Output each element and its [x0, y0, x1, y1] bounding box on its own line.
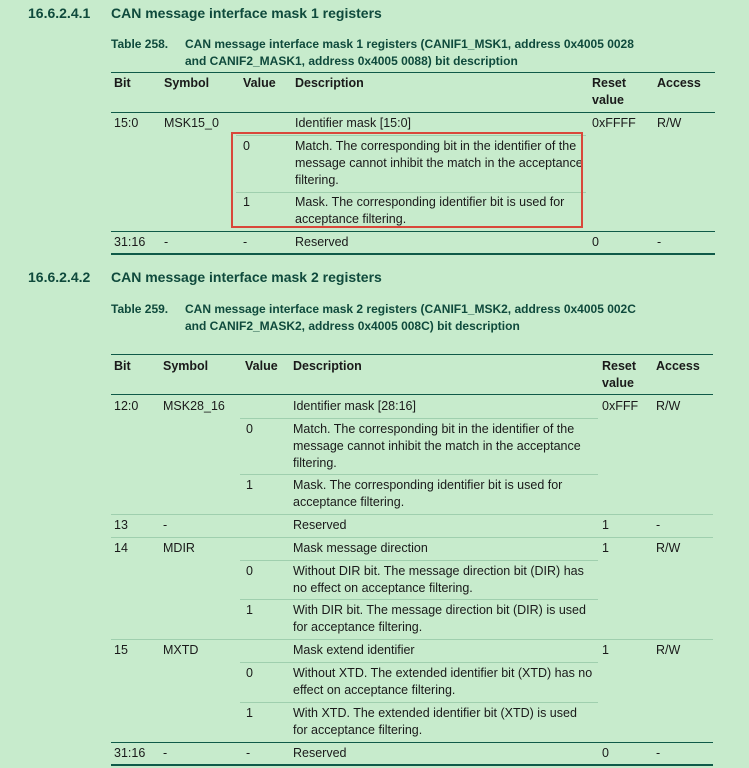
- cell-bit: 15: [114, 643, 128, 657]
- row-divider: [111, 537, 713, 538]
- row-divider: [111, 639, 713, 640]
- cell-symbol: MSK28_16: [163, 399, 225, 413]
- cell-symbol: -: [163, 746, 168, 760]
- table-label: Table 259.: [111, 302, 169, 316]
- row-divider: [240, 418, 598, 419]
- cell-description: Mask. The corresponding identifier bit is used for acceptance filtering.: [293, 478, 563, 509]
- table-label: Table 258.: [111, 37, 169, 51]
- section-number: 16.6.2.4.1: [28, 5, 91, 21]
- section-heading-1: [28, 5, 382, 21]
- header-value: Value: [245, 359, 278, 373]
- cell-reset: 0xFFF: [602, 399, 639, 413]
- header-value: Value: [243, 76, 276, 90]
- section-title: CAN message interface mask 1 registers: [111, 5, 382, 21]
- cell-bit: 13: [114, 518, 128, 532]
- cell-description: With XTD. The extended identifier bit (XTD) is used for acceptance filtering.: [293, 706, 577, 737]
- cell-access: -: [657, 235, 662, 249]
- row-divider: [240, 599, 598, 600]
- row-divider: [111, 514, 713, 515]
- cell-description: With DIR bit. The message direction bit (DIR) is used for acceptance filtering.: [293, 603, 586, 634]
- cell-value: 1: [246, 478, 253, 492]
- row-divider: [240, 474, 598, 475]
- table-top-rule: [111, 72, 715, 73]
- cell-symbol: MXTD: [163, 643, 199, 657]
- cell-bit: 31:16: [114, 746, 146, 760]
- cell-access: -: [656, 746, 661, 760]
- cell-reset: 1: [602, 541, 609, 555]
- header-access: Access: [657, 76, 701, 90]
- row-divider: [240, 560, 598, 561]
- cell-description: Without XTD. The extended identifier bit (XTD) has no effect on acceptance filtering.: [293, 666, 593, 697]
- table-caption-259: [111, 301, 636, 334]
- row-divider: [240, 662, 598, 663]
- cell-value: -: [243, 235, 248, 249]
- header-bit: Bit: [114, 76, 131, 90]
- cell-description: Mask message direction: [293, 541, 428, 555]
- cell-description: Match. The corresponding bit in the identifier of the message cannot inhibit the match in the acceptance filtering.: [293, 422, 581, 470]
- cell-reset: 1: [602, 518, 609, 532]
- header-reset-line1: Reset: [602, 359, 637, 373]
- highlight-box: [231, 132, 583, 228]
- cell-access: R/W: [656, 643, 681, 657]
- cell-access: R/W: [656, 541, 681, 555]
- cell-value: 0: [243, 139, 250, 153]
- header-description: Description: [293, 359, 362, 373]
- cell-reset: 0xFFFF: [592, 116, 636, 130]
- section-number: 16.6.2.4.2: [28, 269, 91, 285]
- header-symbol: Symbol: [163, 359, 209, 373]
- caption-line-1: CAN message interface mask 2 registers (CANIF1_MSK2, address 0x4005 002C: [185, 302, 636, 316]
- cell-access: -: [656, 518, 661, 532]
- cell-description: Mask extend identifier: [293, 643, 415, 657]
- cell-description: Identifier mask [28:16]: [293, 399, 416, 413]
- row-divider: [111, 742, 713, 743]
- header-reset: [592, 75, 626, 109]
- header-description: Description: [295, 76, 364, 90]
- cell-description: Mask. The corresponding identifier bit is used for acceptance filtering.: [295, 195, 565, 226]
- cell-symbol: -: [163, 518, 168, 532]
- cell-reset: 0: [602, 746, 609, 760]
- cell-bit: 12:0: [114, 399, 139, 413]
- cell-symbol: MSK15_0: [164, 116, 219, 130]
- cell-bit: 31:16: [114, 235, 146, 249]
- cell-value: -: [246, 746, 251, 760]
- table-bottom-rule: [111, 764, 713, 766]
- header-bit: Bit: [114, 359, 131, 373]
- cell-reset: 0: [592, 235, 599, 249]
- cell-value: 0: [246, 666, 253, 680]
- cell-access: R/W: [656, 399, 681, 413]
- header-reset-line2: value: [602, 375, 634, 390]
- cell-description: Identifier mask [15:0]: [295, 116, 412, 130]
- cell-description: Reserved: [293, 518, 347, 532]
- caption-line-2: and CANIF2_MASK2, address 0x4005 008C) bit description: [185, 318, 520, 333]
- cell-symbol: -: [164, 235, 169, 249]
- cell-value: 1: [246, 706, 253, 720]
- cell-value: 1: [246, 603, 253, 617]
- table-caption-258: [111, 36, 634, 69]
- row-divider: [240, 702, 598, 703]
- header-access: Access: [656, 359, 700, 373]
- section-heading-2: [28, 269, 382, 285]
- header-rule: [111, 394, 713, 395]
- cell-bit: 14: [114, 541, 128, 555]
- header-reset: [602, 358, 636, 392]
- cell-access: R/W: [657, 116, 682, 130]
- header-reset-line2: value: [592, 92, 624, 107]
- table-top-rule: [111, 354, 713, 355]
- header-rule: [111, 112, 715, 113]
- section-title: CAN message interface mask 2 registers: [111, 269, 382, 285]
- cell-description: Reserved: [295, 235, 349, 249]
- header-reset-line1: Reset: [592, 76, 627, 90]
- cell-value: 1: [243, 195, 250, 209]
- cell-value: 0: [246, 564, 253, 578]
- row-divider: [111, 231, 715, 232]
- cell-description: Without DIR bit. The message direction bit (DIR) has no effect on acceptance filtering.: [293, 564, 584, 595]
- cell-symbol: MDIR: [163, 541, 195, 555]
- caption-line-2: and CANIF2_MASK1, address 0x4005 0088) bit description: [185, 53, 518, 68]
- table-bottom-rule: [111, 253, 715, 255]
- cell-description: Match. The corresponding bit in the identifier of the message cannot inhibit the match in the acceptance filtering.: [295, 139, 583, 187]
- cell-description: Reserved: [293, 746, 347, 760]
- cell-bit: 15:0: [114, 116, 139, 130]
- cell-reset: 1: [602, 643, 609, 657]
- caption-line-1: CAN message interface mask 1 registers (CANIF1_MSK1, address 0x4005 0028: [185, 37, 634, 51]
- cell-value: 0: [246, 422, 253, 436]
- header-symbol: Symbol: [164, 76, 210, 90]
